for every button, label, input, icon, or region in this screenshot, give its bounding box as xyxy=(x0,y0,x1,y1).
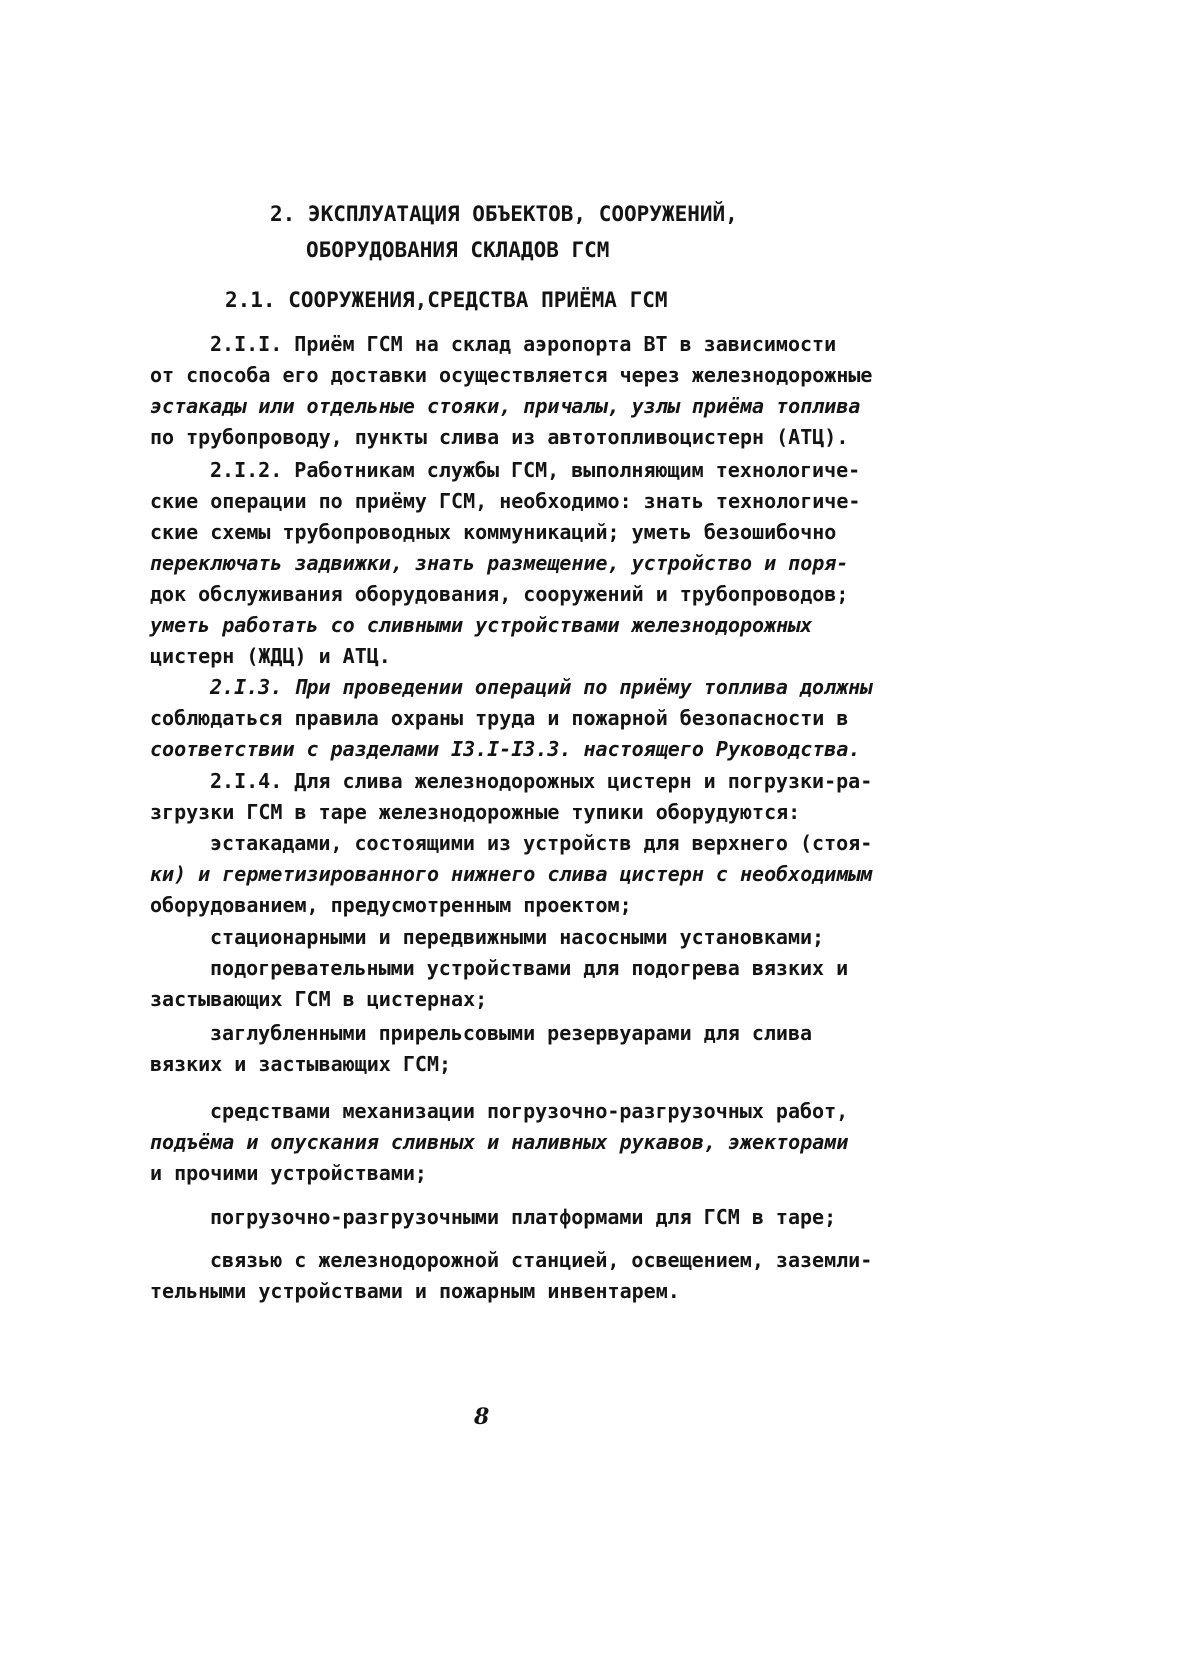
text-line: цистерн (ЖДЦ) и АТЦ. xyxy=(150,644,391,668)
list-item-2 xyxy=(150,922,930,953)
text-line: и прочими устройствами; xyxy=(150,1161,427,1185)
text-line: тельными устройствами и пожарным инвентарем. xyxy=(150,1279,680,1303)
text-line: 2.I.3. При проведении операций по приёму топлива должны xyxy=(210,675,873,699)
text-line: по трубопроводу, пункты слива из автотопливоцистерн (АТЦ). xyxy=(150,425,849,449)
text-line: погрузочно-разгрузочными платформами для ГСМ в таре; xyxy=(210,1205,837,1229)
text-line: от способа его доставки осуществляется через железнодорожные xyxy=(150,363,873,387)
section-heading xyxy=(270,196,738,268)
heading-line-2: ОБОРУДОВАНИЯ СКЛАДОВ ГСМ xyxy=(306,238,610,262)
text-line: стационарными и передвижными насосными установками; xyxy=(210,925,825,949)
text-line: соответствии с разделами I3.I-I3.3. настоящего Руководства. xyxy=(150,737,861,761)
text-line: 2.I.I. Приём ГСМ на склад аэропорта ВТ в зависимости xyxy=(210,332,837,356)
text-line: 2.I.2. Работникам службы ГСМ, выполняющим технологиче- xyxy=(210,458,861,482)
subsection-heading: 2.1. СООРУЖЕНИЯ,СРЕДСТВА ПРИЁМА ГСМ xyxy=(225,288,668,312)
text-line: уметь работать со сливными устройствами железнодорожных xyxy=(150,613,813,637)
list-item-1 xyxy=(150,828,930,921)
list-item-5 xyxy=(150,1096,930,1189)
text-line: 2.I.4. Для слива железнодорожных цистерн и погрузки-ра- xyxy=(210,769,873,793)
text-line: застывающих ГСМ в цистернах; xyxy=(150,987,488,1011)
text-line: згрузки ГСМ в таре железнодорожные тупики оборудуются: xyxy=(150,800,801,824)
list-item-6 xyxy=(150,1202,930,1233)
paragraph-2-1-3 xyxy=(150,672,930,765)
text-line: эстакадами, состоящими из устройств для верхнего (стоя- xyxy=(210,831,873,855)
text-line: ские схемы трубопроводных коммуникаций; уметь безошибочно xyxy=(150,520,837,544)
text-line: ские операции по приёму ГСМ, необходимо: знать технологиче- xyxy=(150,489,861,513)
text-line: средствами механизации погрузочно-разгрузочных работ, xyxy=(210,1099,849,1123)
text-line: соблюдаться правила охраны труда и пожарной безопасности в xyxy=(150,706,849,730)
text-line: док обслуживания оборудования, сооружений и трубопроводов; xyxy=(150,582,849,606)
paragraph-2-1-4 xyxy=(150,766,930,828)
text-line: подогревательными устройствами для подогрева вязких и xyxy=(210,956,849,980)
text-line: заглубленными прирельсовыми резервуарами для слива xyxy=(210,1021,813,1045)
text-line: оборудованием, предусмотренным проектом; xyxy=(150,893,632,917)
text-line: вязких и застывающих ГСМ; xyxy=(150,1052,452,1076)
text-line: ки) и герметизированного нижнего слива цистерн с необходимым xyxy=(150,862,873,886)
list-item-4 xyxy=(150,1018,930,1080)
text-line: связью с железнодорожной станцией, освещением, заземли- xyxy=(210,1248,873,1272)
list-item-3 xyxy=(150,953,930,1015)
text-line: эстакады или отдельные стояки, причалы, узлы приёма топлива xyxy=(150,394,861,418)
text-line: подъёма и опускания сливных и наливных рукавов, эжекторами xyxy=(150,1130,849,1154)
paragraph-2-1-1 xyxy=(150,329,930,453)
list-item-7 xyxy=(150,1245,930,1307)
text-line: переключать задвижки, знать размещение, устройство и поря- xyxy=(150,551,849,575)
heading-line-1: 2. ЭКСПЛУАТАЦИЯ ОБЪЕКТОВ, СООРУЖЕНИЙ, xyxy=(270,202,738,226)
page-number: 8 xyxy=(474,1404,490,1430)
paragraph-2-1-2 xyxy=(150,455,930,672)
